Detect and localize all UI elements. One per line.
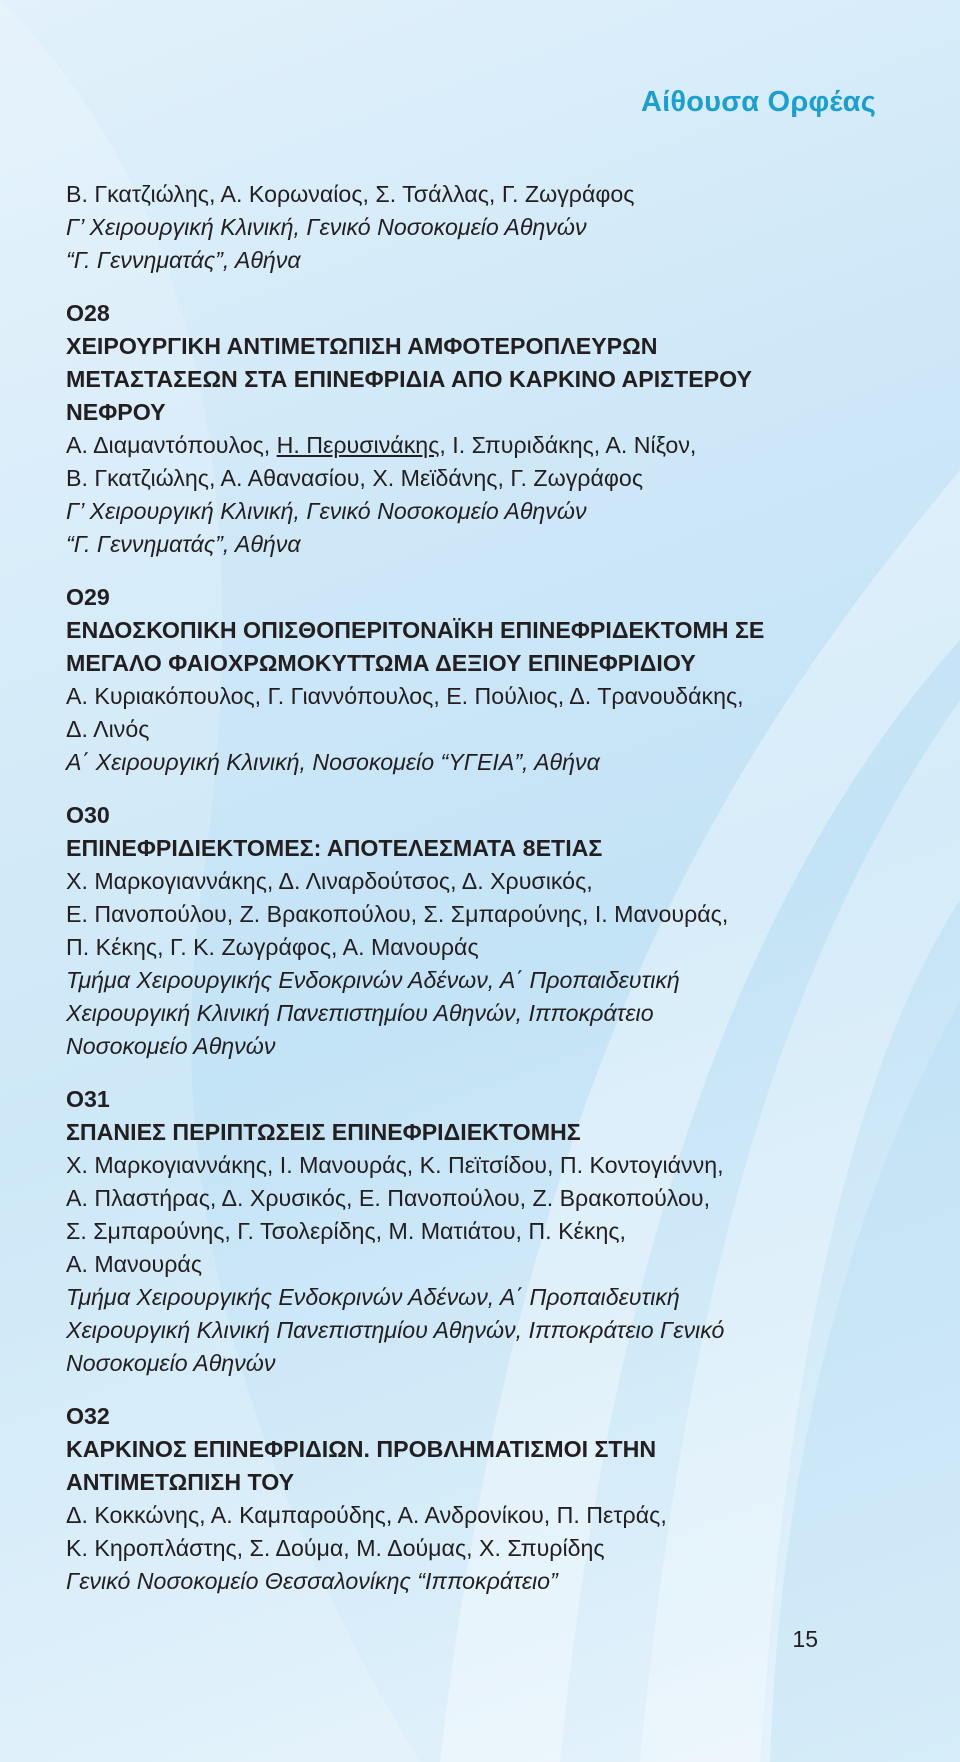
abstract-title-line: ΜΕΤΑΣΤΑΣΕΩΝ ΣΤΑ ΕΠΙΝΕΦΡΙΔΙΑ ΑΠΟ ΚΑΡΚΙΝΟ ΑΡΙΣΤΕΡΟΥ bbox=[66, 366, 753, 392]
author-line: Β. Γκατζιώλης, Α. Αθανασίου, Χ. Μεϊδάνης, Γ. Ζωγράφος bbox=[66, 465, 644, 491]
abstract-o28 bbox=[66, 297, 896, 561]
institution-line: Γ’ Χειρουργική Κλινική, Γενικό Νοσοκομείο Αθηνών bbox=[66, 214, 587, 240]
abstract-o31 bbox=[66, 1083, 896, 1380]
institution-line: Νοσοκομείο Αθηνών bbox=[66, 1033, 276, 1059]
abstract-title-line: ΧΕΙΡΟΥΡΓΙΚΗ ΑΝΤΙΜΕΤΩΠΙΣΗ ΑΜΦΟΤΕΡΟΠΛΕΥΡΩΝ bbox=[66, 333, 658, 359]
author-line bbox=[66, 429, 896, 462]
abstract-code: Ο30 bbox=[66, 802, 110, 828]
institution-line: Γενικό Νοσοκομείο Θεσσαλονίκης “Ιπποκράτειο” bbox=[66, 1568, 558, 1594]
author-text: , Ι. Σπυριδάκης, Α. Νίξον, bbox=[439, 432, 697, 458]
abstract-o30 bbox=[66, 799, 896, 1063]
intro-entry bbox=[66, 178, 896, 277]
author-line: Β. Γκατζιώλης, Α. Κορωναίος, Σ. Τσάλλας, Γ. Ζωγράφος bbox=[66, 181, 635, 207]
abstract-title-line: ΜΕΓΑΛΟ ΦΑΙΟΧΡΩΜΟΚΥΤΤΩΜΑ ΔΕΞΙΟΥ ΕΠΙΝΕΦΡΙΔΙΟΥ bbox=[66, 650, 696, 676]
author-line: Δ. Λινός bbox=[66, 716, 150, 742]
institution-line: Νοσοκομείο Αθηνών bbox=[66, 1350, 276, 1376]
author-line: Ε. Πανοπούλου, Ζ. Βρακοπούλου, Σ. Σμπαρούνης, Ι. Μανουράς, bbox=[66, 901, 729, 927]
institution-line: Τμήμα Χειρουργικής Ενδοκρινών Αδένων, Α΄ Προπαιδευτική bbox=[66, 1284, 680, 1310]
institution-line: Γ’ Χειρουργική Κλινική, Γενικό Νοσοκομείο Αθηνών bbox=[66, 498, 587, 524]
institution-line: Χειρουργική Κλινική Πανεπιστημίου Αθηνών, Ιπποκράτειο Γενικό bbox=[66, 1317, 725, 1343]
abstract-title-line: ΕΠΙΝΕΦΡΙΔΙΕΚΤΟΜΕΣ: ΑΠΟΤΕΛΕΣΜΑΤΑ 8ΕΤΙΑΣ bbox=[66, 835, 603, 861]
institution-line: Τμήμα Χειρουργικής Ενδοκρινών Αδένων, Α΄ Προπαιδευτική bbox=[66, 967, 680, 993]
program-content bbox=[66, 178, 896, 1598]
author-line: Σ. Σμπαρούνης, Γ. Τσολερίδης, Μ. Ματιάτου, Π. Κέκης, bbox=[66, 1218, 626, 1244]
abstract-code: Ο31 bbox=[66, 1086, 110, 1112]
institution-line: “Γ. Γεννηματάς”, Αθήνα bbox=[66, 247, 301, 273]
page-number: 15 bbox=[792, 1626, 818, 1652]
abstract-code: Ο32 bbox=[66, 1403, 110, 1429]
presenting-author: Η. Περυσινάκης bbox=[276, 432, 440, 458]
author-line: Χ. Μαρκογιαννάκης, Ι. Μανουράς, Κ. Πεϊτσίδου, Π. Κοντογιάννη, bbox=[66, 1152, 724, 1178]
author-line: Π. Κέκης, Γ. Κ. Ζωγράφος, Α. Μανουράς bbox=[66, 934, 479, 960]
author-line: Δ. Κοκκώνης, Α. Καμπαρούδης, Α. Ανδρονίκου, Π. Πετράς, bbox=[66, 1502, 667, 1528]
author-text: Α. Διαμαντόπουλος, bbox=[66, 432, 277, 458]
author-line: Α. Κυριακόπουλος, Γ. Γιαννόπουλος, Ε. Πούλιος, Δ. Τρανουδάκης, bbox=[66, 683, 744, 709]
institution-line: Α΄ Χειρουργική Κλινική, Νοσοκομείο “ΥΓΕΙΑ”, Αθήνα bbox=[66, 749, 600, 775]
abstract-code: Ο28 bbox=[66, 300, 110, 326]
hall-title: Αίθουσα Ορφέας bbox=[640, 86, 876, 118]
institution-line: Χειρουργική Κλινική Πανεπιστημίου Αθηνών, Ιπποκράτειο bbox=[66, 1000, 654, 1026]
author-line: Χ. Μαρκογιαννάκης, Δ. Λιναρδούτσος, Δ. Χρυσικός, bbox=[66, 868, 593, 894]
abstract-title-line: ΚΑΡΚΙΝΟΣ ΕΠΙΝΕΦΡΙΔΙΩΝ. ΠΡΟΒΛΗΜΑΤΙΣΜΟΙ ΣΤΗΝ bbox=[66, 1436, 657, 1462]
author-line: Α. Πλαστήρας, Δ. Χρυσικός, Ε. Πανοπούλου, Ζ. Βρακοπούλου, bbox=[66, 1185, 711, 1211]
institution-line: “Γ. Γεννηματάς”, Αθήνα bbox=[66, 531, 301, 557]
abstract-title-line: ΕΝΔΟΣΚΟΠΙΚΗ ΟΠΙΣΘΟΠΕΡΙΤΟΝΑΪΚΗ ΕΠΙΝΕΦΡΙΔΕΚΤΟΜΗ ΣΕ bbox=[66, 617, 765, 643]
abstract-code: Ο29 bbox=[66, 584, 110, 610]
abstract-title-line: ΣΠΑΝΙΕΣ ΠΕΡΙΠΤΩΣΕΙΣ ΕΠΙΝΕΦΡΙΔΙΕΚΤΟΜΗΣ bbox=[66, 1119, 581, 1145]
abstract-o29 bbox=[66, 581, 896, 779]
author-line: Κ. Κηροπλάστης, Σ. Δούμα, Μ. Δούμας, Χ. Σπυρίδης bbox=[66, 1535, 605, 1561]
abstract-o32 bbox=[66, 1400, 896, 1598]
abstract-title-line: ΝΕΦΡΟΥ bbox=[66, 399, 166, 425]
author-line: Α. Μανουράς bbox=[66, 1251, 203, 1277]
abstract-title-line: ΑΝΤΙΜΕΤΩΠΙΣΗ ΤΟΥ bbox=[66, 1469, 295, 1495]
